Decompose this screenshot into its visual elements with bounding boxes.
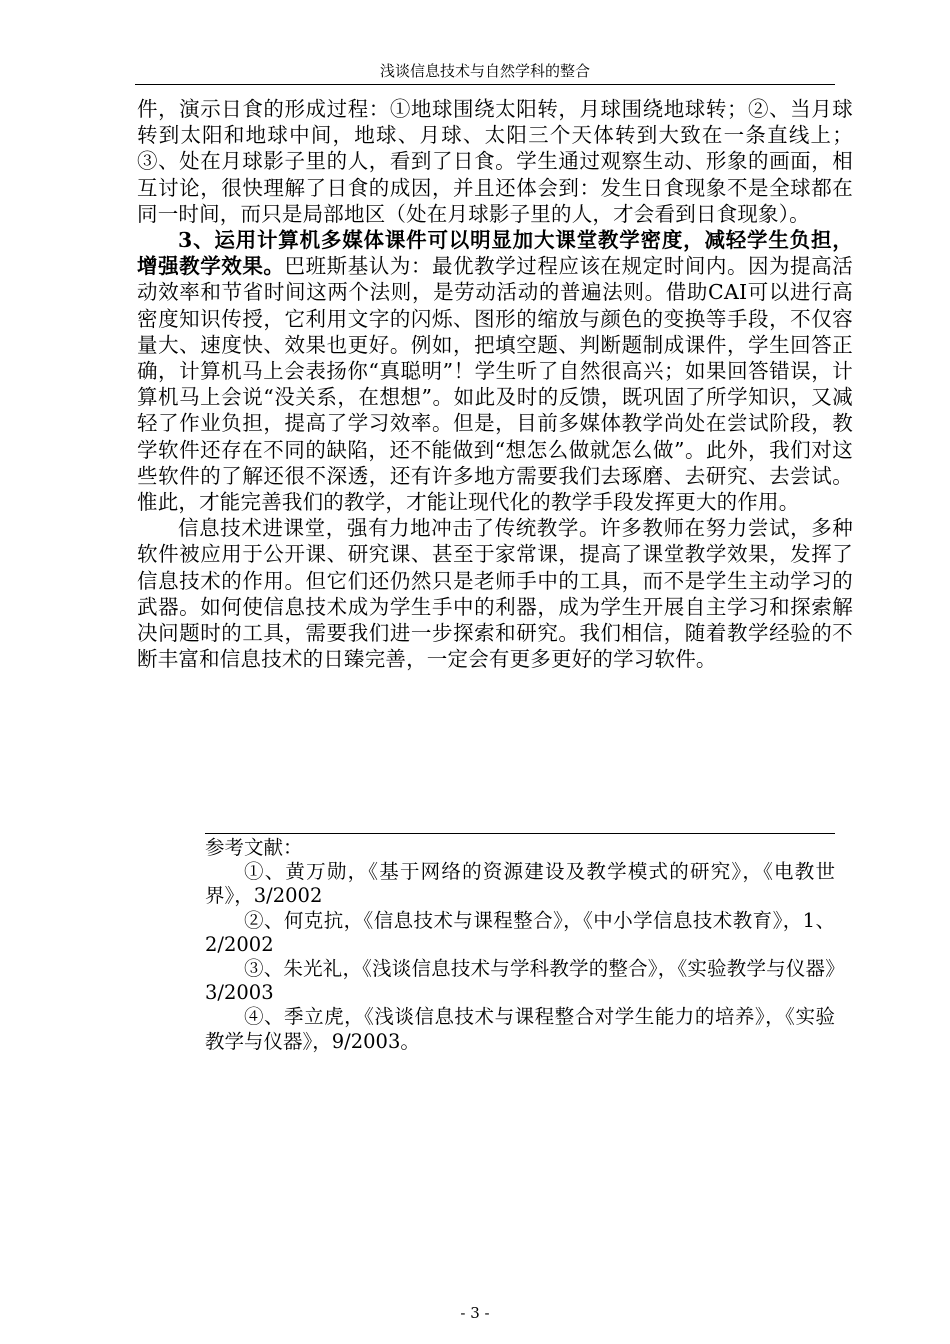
main-text — [137, 96, 853, 672]
references — [205, 836, 835, 1054]
header-divider — [135, 84, 835, 85]
reference-item: ②、何克抗，《信息技术与课程整合》，《中小学信息技术教育》，1、2/2002 — [205, 908, 835, 956]
running-header: 浅谈信息技术与自然学科的整合 — [379, 62, 590, 80]
reference-item: ①、黄万勋，《基于网络的资源建设及教学模式的研究》，《电教世界》，3/2002 — [205, 860, 835, 908]
reference-item: ④、季立虎，《浅谈信息技术与课程整合对学生能力的培养》，《实验教学与仪器》，9/2003。 — [205, 1005, 835, 1053]
page-number: - 3 - — [460, 1304, 490, 1322]
section-heading: 3、运用计算机多媒体课件可以明显加大课堂教学密度，减轻学生负担，增强教学效果。 — [137, 228, 853, 279]
references-divider — [205, 833, 835, 834]
paragraph-conclusion: 信息技术进课堂，强有力地冲击了传统教学。许多教师在努力尝试，多种软件被应用于公开课、研究课、甚至于家常课，提高了课堂教学效果，发挥了信息技术的作用。但它们还仍然只是老师手中的工具，而不是学生主动学习的武器。如何使信息技术成为学生手中的利器，成为学生开展自主学习和探索解决问题时的工具，需要我们进一步探索和研究。我们相信，随着教学经验的不断丰富和信息技术的日臻完善，一定会有更多更好的学习软件。 — [137, 516, 853, 672]
paragraph-solar-eclipse: 件，演示日食的形成过程：①地球围绕太阳转，月球围绕地球转；②、当月球转到太阳和地球中间，地球、月球、太阳三个天体转到大致在一条直线上；③、处在月球影子里的人，看到了日食。学生通过观察生动、形象的画面，相互讨论，很快理解了日食的成因，并且还体会到：发生日食现象不是全球都在同一时间，而只是局部地区（处在月球影子里的人，才会看到日食现象）。 — [137, 97, 853, 226]
paragraph-multimedia-text: 巴班斯基认为：最优教学过程应该在规定时间内。因为提高活动效率和节省时间这两个法则，是劳动活动的普遍法则。借助CAI可以进行高密度知识传授，它利用文字的闪烁、图形的缩放与颜色的变换等手段，不仅容量大、速度快、效果也更好。例如，把填空题、判断题制成课件，学生回答正确，计算机马上会表扬你“真聪明”！学生听了自然很高兴；如果回答错误，计算机马上会说“没关系，在想想”。如此及时的反馈，既巩固了所学知识，又减轻了作业负担，提高了学习效率。但是，目前多媒体教学尚处在尝试阶段，教学软件还存在不同的缺陷，还不能做到“想怎么做就怎么做”。此外，我们对这些软件的了解还很不深透，还有许多地方需要我们去琢磨、去研究、去尝试。惟此，才能完善我们的教学，才能让现代化的教学手段发挥更大的作用。 — [137, 254, 854, 515]
reference-item: ③、朱光礼，《浅谈信息技术与学科教学的整合》，《实验教学与仪器》3/2003 — [205, 957, 835, 1005]
paragraph-multimedia — [137, 227, 853, 515]
references-heading: 参考文献： — [205, 836, 303, 859]
